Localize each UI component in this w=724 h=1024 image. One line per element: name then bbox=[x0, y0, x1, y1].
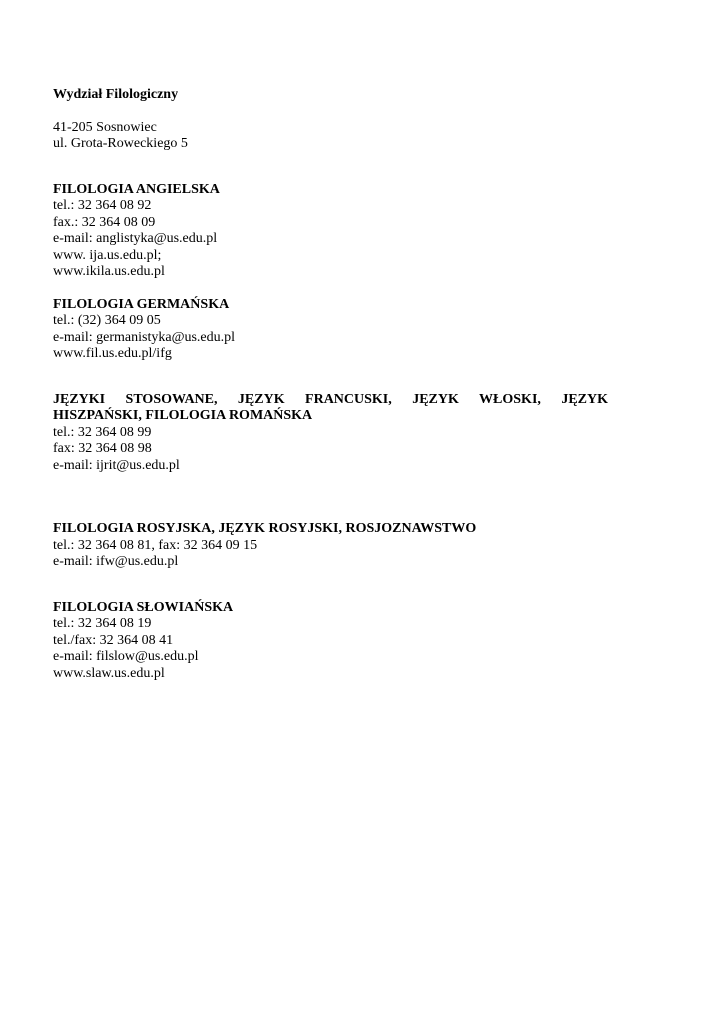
department-title-line-2: HISZPAŃSKI, FILOLOGIA ROMAŃSKA bbox=[53, 408, 313, 423]
department-title: FILOLOGIA ROSYJSKA, JĘZYK ROSYJSKI, ROSJOZNAWSTWO bbox=[53, 521, 477, 536]
spacer bbox=[53, 474, 608, 521]
department-applied-languages bbox=[53, 392, 608, 475]
department-phone-fax: tel./fax: 32 364 08 41 bbox=[53, 632, 174, 648]
department-russian bbox=[53, 521, 608, 571]
spacer bbox=[53, 153, 608, 182]
spacer bbox=[53, 104, 608, 120]
department-email[interactable]: e-mail: ifw@us.edu.pl bbox=[53, 554, 179, 569]
department-email[interactable]: e-mail: ijrit@us.edu.pl bbox=[53, 457, 180, 473]
faculty-name: Wydział Filologiczny bbox=[53, 87, 179, 102]
department-phone-fax: tel.: 32 364 08 81, fax: 32 364 09 15 bbox=[53, 537, 258, 553]
department-phone: tel.: 32 364 08 19 bbox=[53, 616, 152, 631]
department-website[interactable]: www.fil.us.edu.pl/ifg bbox=[53, 346, 172, 361]
department-fax: fax: 32 364 08 98 bbox=[53, 441, 152, 456]
department-title: FILOLOGIA GERMAŃSKA bbox=[53, 296, 230, 312]
department-email[interactable]: e-mail: filslow@us.edu.pl bbox=[53, 649, 199, 664]
department-phone: tel.: 32 364 08 99 bbox=[53, 424, 152, 440]
department-title-line-1: JĘZYKI STOSOWANE, JĘZYK FRANCUSKI, JĘZYK WŁOSKI, JĘZYK bbox=[53, 391, 608, 407]
spacer bbox=[53, 363, 608, 392]
department-website[interactable]: www. ija.us.edu.pl; bbox=[53, 247, 162, 263]
document-page bbox=[53, 87, 608, 682]
spacer bbox=[53, 281, 608, 297]
department-english bbox=[53, 182, 608, 281]
department-slavic bbox=[53, 600, 608, 683]
spacer bbox=[53, 571, 608, 600]
department-email[interactable]: e-mail: germanistyka@us.edu.pl bbox=[53, 329, 236, 345]
department-phone: tel.: (32) 364 09 05 bbox=[53, 313, 161, 328]
department-fax: fax.: 32 364 08 09 bbox=[53, 214, 156, 230]
faculty-postal: 41-205 Sosnowiec bbox=[53, 119, 157, 135]
department-german bbox=[53, 297, 608, 363]
department-email[interactable]: e-mail: anglistyka@us.edu.pl bbox=[53, 231, 218, 246]
department-website[interactable]: www.ikila.us.edu.pl bbox=[53, 264, 165, 279]
department-phone: tel.: 32 364 08 92 bbox=[53, 198, 152, 213]
department-title: FILOLOGIA SŁOWIAŃSKA bbox=[53, 599, 234, 615]
department-website[interactable]: www.slaw.us.edu.pl bbox=[53, 665, 165, 681]
department-title: FILOLOGIA ANGIELSKA bbox=[53, 181, 220, 197]
faculty-street: ul. Grota-Roweckiego 5 bbox=[53, 136, 188, 151]
